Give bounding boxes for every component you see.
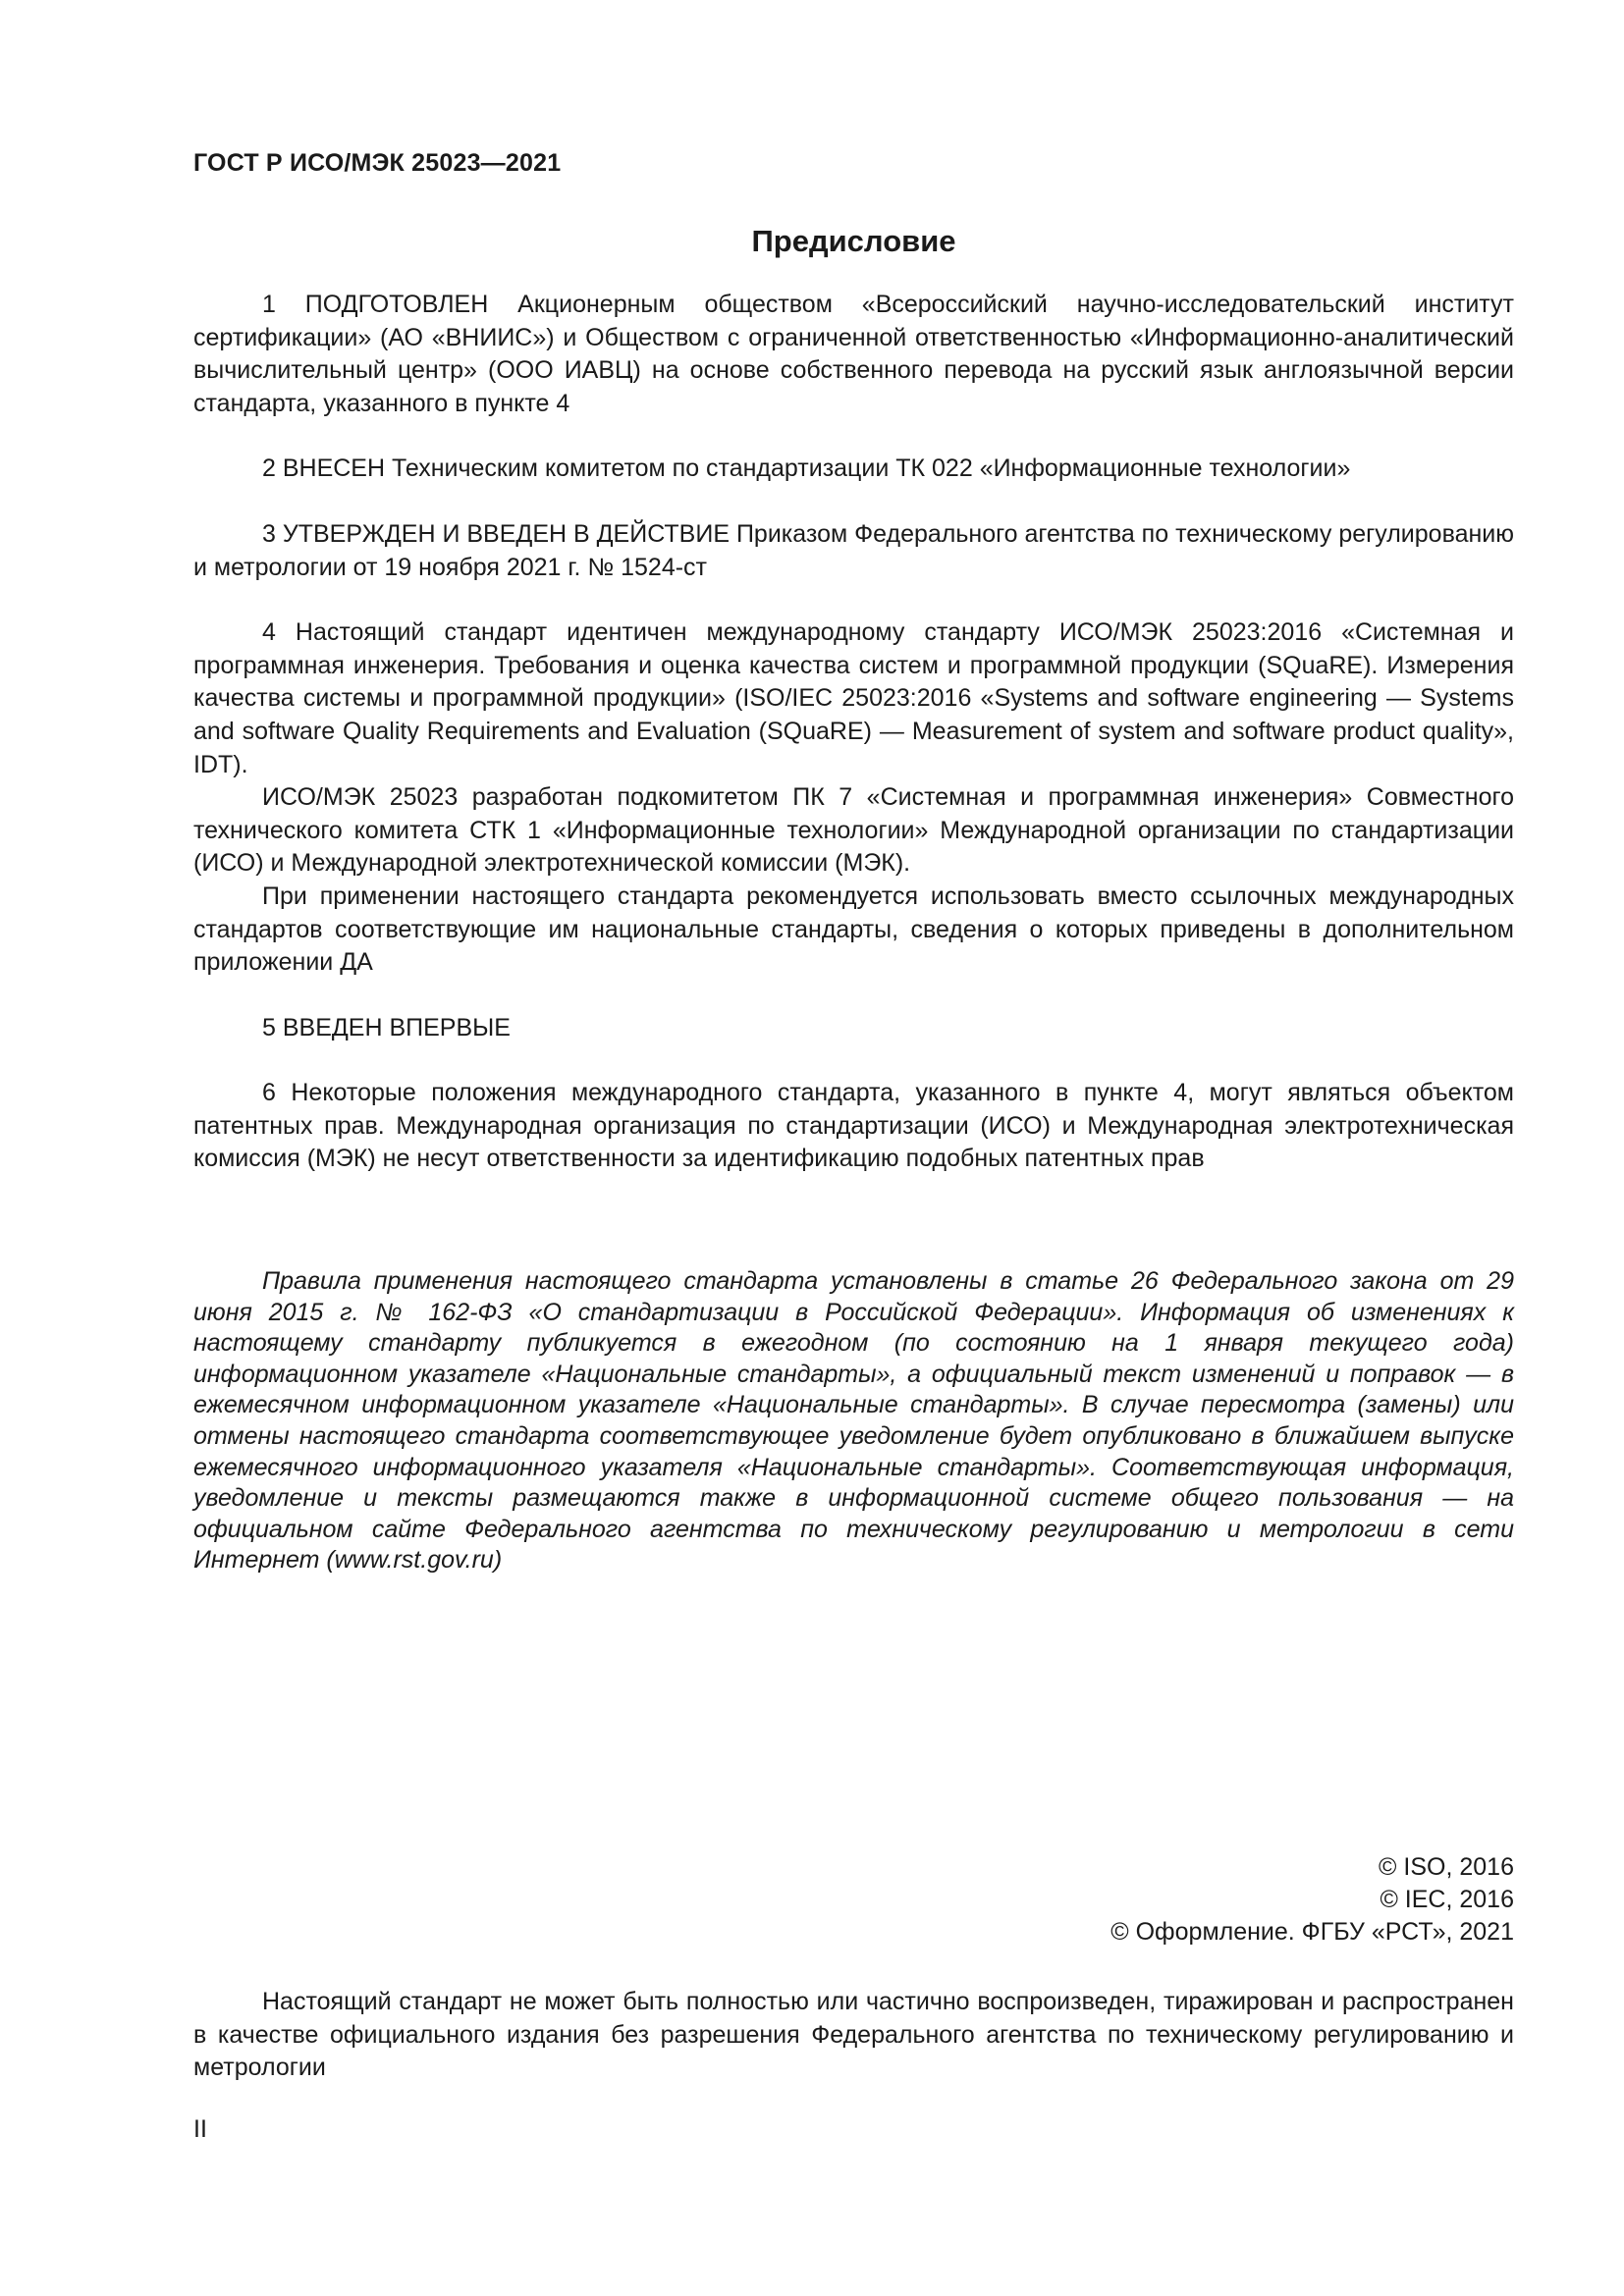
copyright-iec: © IEC, 2016	[1380, 1886, 1514, 1913]
paragraph-2-submitted: 2 ВНЕСЕН Техническим комитетом по стандартизации ТК 022 «Информационные технологии»	[262, 454, 1351, 483]
paragraph-6-patents: 6 Некоторые положения международного стандарта, указанного в пункте 4, могут являться объектом патентных прав. Международная организация по стандартизации (ИСО) и Международная электротехническая комиссия (МЭК) не несут ответственности за идентификацию подобных патентных прав	[193, 1079, 1514, 1173]
foreword-body	[193, 289, 1514, 1176]
paragraph-4-identical: 4 Настоящий стандарт идентичен международному стандарту ИСО/МЭК 25023:2016 «Системная и программная инженерия. Требования и оценка качества систем и программной продукции (SQuaRE). Измерения качества системы и программной продукции» (ISO/IEC 25023:2016 «Systems and software engineering — Systems and software Quality Requirements and Evaluation (SQuaRE) — Measurement of system and software product quality», IDT).	[193, 618, 1514, 778]
copyright-rst: © Оформление. ФГБУ «РСТ», 2021	[1110, 1918, 1514, 1946]
reproduction-restriction: Настоящий стандарт не может быть полностью или частично воспроизведен, тиражирован и распространен в качестве официального издания без разрешения Федерального агентства по техническому регулированию и метрологии	[193, 1988, 1514, 2082]
page-number: II	[193, 2115, 207, 2143]
copyright-block	[1110, 1851, 1514, 1949]
paragraph-1-prepared: 1 ПОДГОТОВЛЕН Акционерным обществом «Всероссийский научно-исследовательский институт сертификации» (АО «ВНИИС») и Обществом с ограниченной ответственностью «Информационно-аналитический вычислительный центр» (ООО ИАВЦ) на основе собственного перевода на русский язык англоязычной версии стандарта, указанного в пункте 4	[193, 291, 1514, 417]
page-title: Предисловие	[751, 224, 956, 258]
copyright-iso: © ISO, 2016	[1379, 1853, 1514, 1881]
paragraph-4-application: При применении настоящего стандарта рекомендуется использовать вместо ссылочных международных стандартов соответствующие им национальные стандарты, сведения о которых приведены в дополнительном приложении ДА	[193, 881, 1514, 977]
application-rules-notice: Правила применения настоящего стандарта установлены в статье 26 Федерального закона от 29 июня 2015 г. № 162-ФЗ «О стандартизации в Российской Федерации». Информация об изменениях к настоящему стандарту публикуется в ежегодном (по состоянию на 1 января текущего года) информационном указателе «Национальные стандарты», а официальный текст изменений и поправок — в ежемесячном информационном указателе «Национальные стандарты». В случае пересмотра (замены) или отмены настоящего стандарта соответствующее уведомление будет опубликовано в ближайшем выпуске ежемесячного информационного указателя «Национальные стандарты». Соответствующая информация, уведомление и тексты размещаются также в информационной системе общего пользования — на официальном сайте Федерального агентства по техническому регулированию и метрологии в сети Интернет (www.rst.gov.ru)	[193, 1267, 1514, 1575]
paragraph-3-approved: 3 УТВЕРЖДЕН И ВВЕДЕН В ДЕЙСТВИЕ Приказом Федерального агентства по техническому регулированию и метрологии от 19 ноября 2021 г. № 1524-ст	[193, 519, 1514, 581]
paragraph-4-developer: ИСО/МЭК 25023 разработан подкомитетом ПК 7 «Системная и программная инженерия» Совместного технического комитета СТК 1 «Информационные технологии» Международной организации по стандартизации (ИСО) и Международной электротехнической комиссии (МЭК).	[193, 783, 1514, 878]
paragraph-5-first-introduced: 5 ВВЕДЕН ВПЕРВЫЕ	[262, 1013, 511, 1041]
document-designation: ГОСТ Р ИСО/МЭК 25023—2021	[193, 149, 562, 177]
